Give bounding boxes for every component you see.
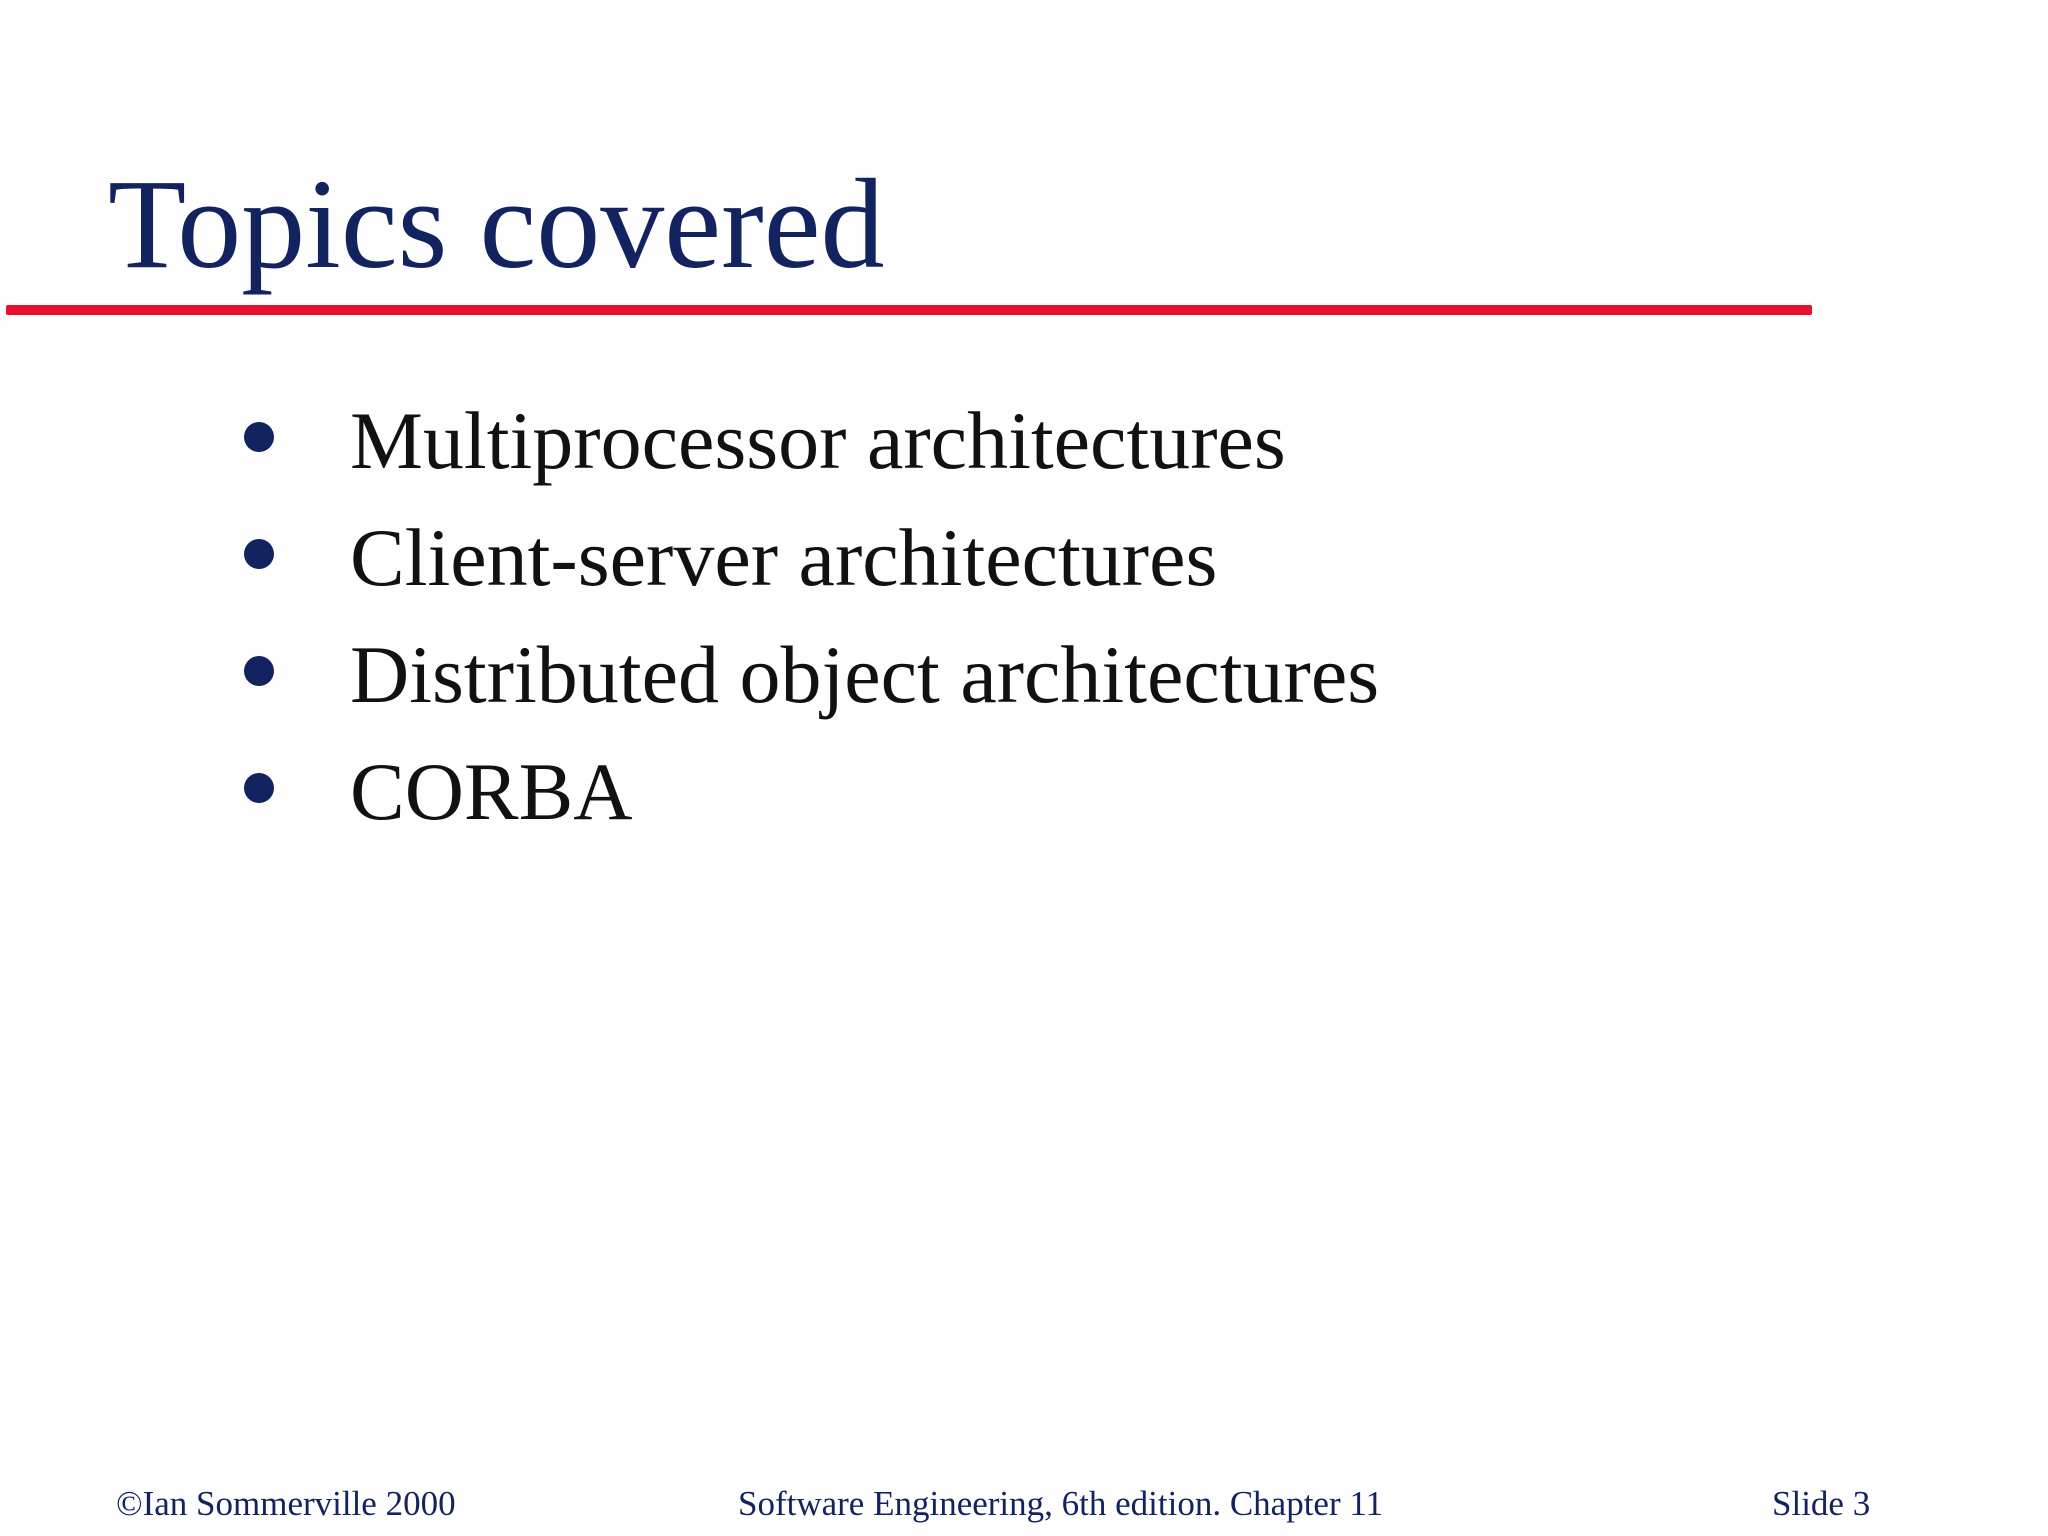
footer-source: Software Engineering, 6th edition. Chapter 11 <box>738 1484 1384 1523</box>
bullet-dot-icon <box>244 773 274 803</box>
bullet-dot-icon <box>244 539 274 569</box>
footer-slide-number: Slide 3 <box>1772 1484 1871 1523</box>
footer-copyright: ©Ian Sommerville 2000 <box>116 1484 456 1523</box>
list-item-text: Distributed object architectures <box>350 629 1380 720</box>
bullet-dot-icon <box>244 656 274 686</box>
list-item-text: Client-server architectures <box>350 512 1218 603</box>
list-item-text: CORBA <box>350 746 633 837</box>
title-underline <box>6 305 1812 315</box>
bullet-dot-icon <box>244 422 274 452</box>
list-item-text: Multiprocessor architectures <box>350 395 1286 486</box>
slide-title: Topics covered <box>108 153 885 295</box>
